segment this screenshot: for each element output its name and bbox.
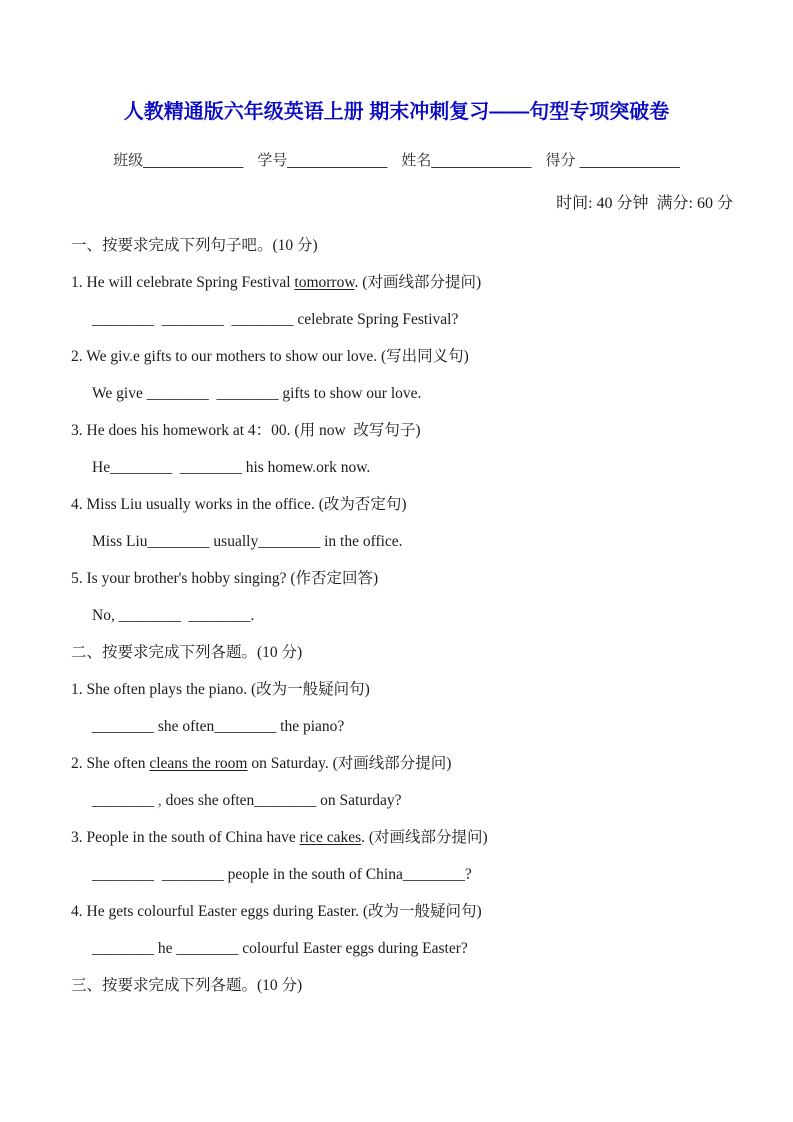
scan-artifact-comma: , [154, 792, 162, 809]
text-run: 4. He gets colourful Easter eggs during Easter. (改为一般疑问句) [71, 903, 482, 920]
section-1-answer-1 [71, 301, 793, 338]
section-1-answer-4 [71, 523, 793, 560]
text-run: ________ she often________ the piano? [92, 718, 345, 735]
field-class-label: 班级 [113, 152, 144, 169]
underlined-phrase: cleans the room [149, 755, 248, 772]
section-2-question-2 [71, 745, 793, 782]
text-run: Miss Liu________ usually________ in the office. [92, 533, 403, 550]
field-student-number [257, 152, 387, 169]
field-score-blank: ____________ [575, 152, 680, 169]
text-run: . (对画线部分提问) [354, 274, 482, 291]
section-2-answer-2 [71, 782, 793, 819]
text-run: 4. Miss Liu usually works in the office. (改为否定句) [71, 496, 407, 513]
text-run: No, ________ ________. [92, 607, 255, 624]
text-run: ________ [92, 792, 154, 809]
text-run: . (对画线部分提问) [361, 829, 488, 846]
exam-body [0, 227, 793, 1004]
text-run: e gifts to our mothers to show our love. (写出同义句) [133, 348, 469, 365]
section-1-answer-3 [71, 449, 793, 486]
text-run: does she often________ on Saturday? [161, 792, 402, 809]
section-2-answer-1 [71, 708, 793, 745]
field-name-blank: ____________ [431, 152, 532, 169]
text-run: 1. She often plays the piano. (改为一般疑问句) [71, 681, 370, 698]
text-run: 5. Is your brother's hobby singing? (作否定回答) [71, 570, 379, 587]
field-name-label: 姓名 [401, 152, 432, 169]
field-student-number-label: 学号 [257, 152, 288, 169]
section-2-question-1 [71, 671, 793, 708]
section-2-heading: 二、按要求完成下列各题。(10 分) [71, 644, 303, 661]
section-2-question-3 [71, 819, 793, 856]
text-run: ________ ________ people in the south of China________? [92, 866, 472, 883]
section-1-answer-5 [71, 597, 793, 634]
text-run: on Saturday. (对画线部分提问) [247, 755, 452, 772]
field-class [113, 152, 243, 169]
section-1-question-4 [71, 486, 793, 523]
scan-artifact-dot: . [129, 348, 134, 365]
field-student-number-blank: ____________ [287, 152, 388, 169]
section-2-question-4 [71, 893, 793, 930]
underlined-phrase: tomorrow [294, 274, 355, 291]
field-name [401, 152, 531, 169]
section-1-heading: 一、按要求完成下列句子吧。(10 分) [71, 237, 318, 254]
field-score [546, 152, 680, 169]
text-run: ________ ________ ________ celebrate Spring Festival? [92, 311, 459, 328]
text-run: 2. We giv [71, 348, 130, 365]
field-score-label: 得分 [545, 152, 576, 169]
text-run: 3. He does his homework at 4：00. (用 now 改写句子) [71, 422, 421, 439]
section-1-question-3 [71, 412, 793, 449]
section-1-question-2 [71, 338, 793, 375]
text-run: We give ________ ________ gifts to show our love. [92, 385, 422, 402]
text-run: ________ he ________ colourful Easter eggs during Easter? [92, 940, 468, 957]
time-score-line: 时间: 40 分钟 满分: 60 分 [556, 195, 733, 212]
section-3-heading: 三、按要求完成下列各题。(10 分) [71, 977, 303, 994]
text-run: He________ ________ his homew [92, 459, 313, 476]
text-run: 2. She often [71, 755, 150, 772]
text-run: 1. He will celebrate Spring Festival [71, 274, 295, 291]
student-info-line [0, 151, 793, 170]
section-2-answer-3 [71, 856, 793, 893]
exam-title: 人教精通版六年级英语上册 期末冲刺复习——句型专项突破卷 [123, 101, 670, 123]
text-run: 3. People in the south of China have [71, 829, 300, 846]
field-class-blank: ____________ [143, 152, 244, 169]
underlined-phrase: rice cakes [299, 829, 362, 846]
text-run: ork now. [316, 459, 371, 476]
section-1-question-1 [71, 264, 793, 301]
section-1-answer-2 [71, 375, 793, 412]
section-2-answer-4 [71, 930, 793, 967]
scan-artifact-dot: . [312, 459, 317, 476]
section-1-question-5 [71, 560, 793, 597]
